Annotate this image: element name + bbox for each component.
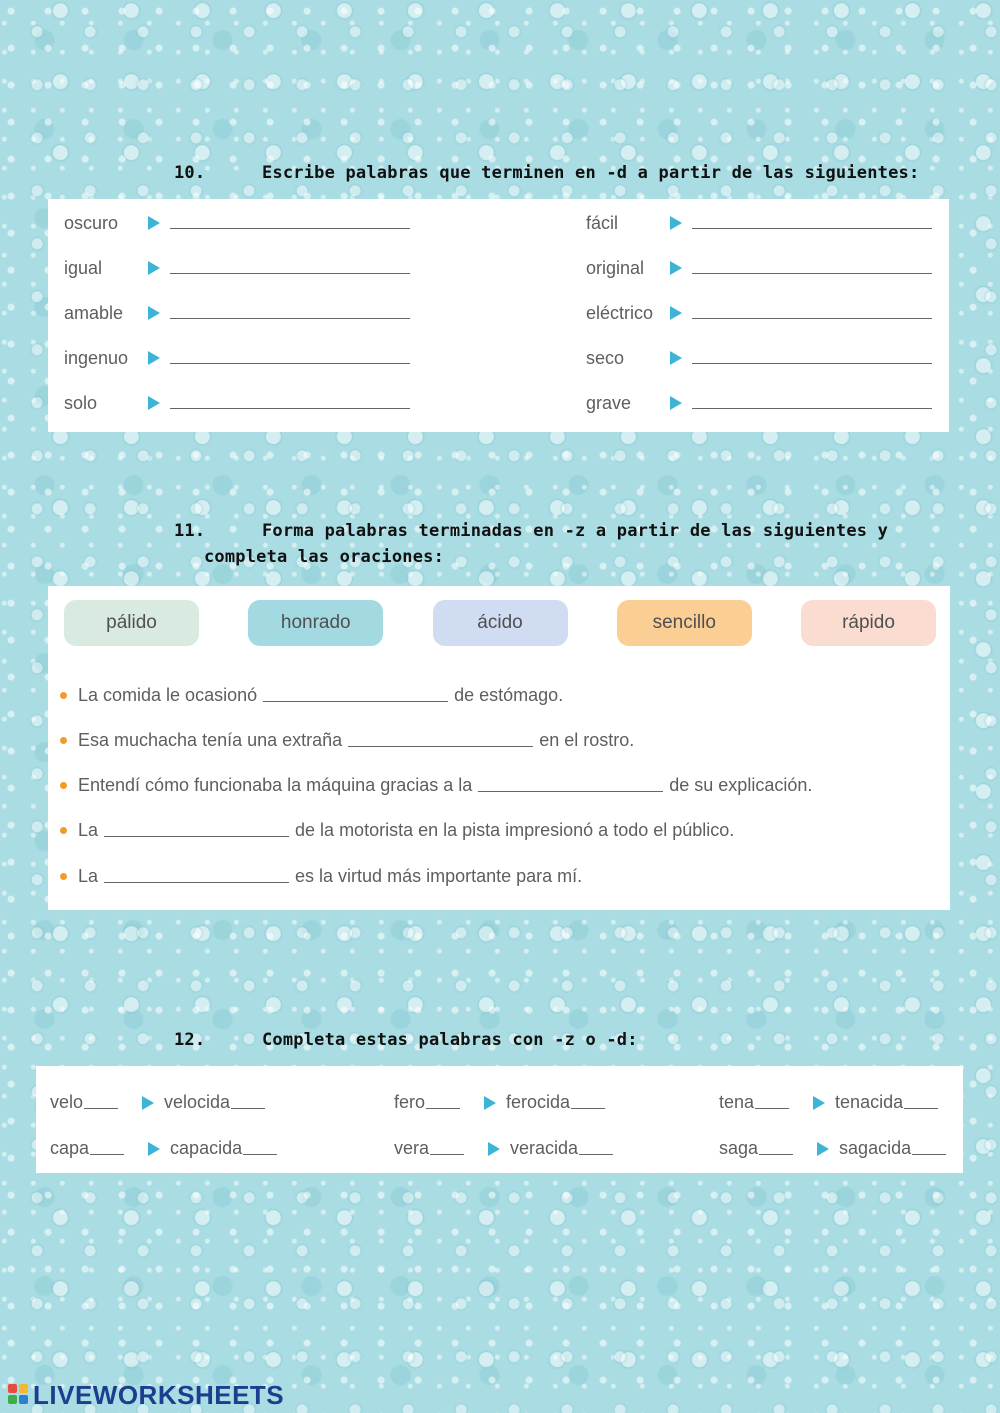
answer-blank[interactable] xyxy=(692,307,932,319)
answer-blank[interactable] xyxy=(692,352,932,364)
section-11-panel xyxy=(48,586,950,910)
word-stem: veracida xyxy=(510,1138,579,1158)
play-arrow-icon xyxy=(484,1096,496,1110)
logo-mark-icon xyxy=(8,1384,30,1408)
sentence-before: Entendí cómo funcionaba la máquina gracias a la xyxy=(78,775,473,795)
word-stem: ferocida xyxy=(506,1092,571,1112)
letter-blank[interactable] xyxy=(759,1143,793,1155)
word-row xyxy=(64,391,410,415)
sentence-after: es la virtud más importante para mí. xyxy=(295,866,583,886)
play-arrow-icon xyxy=(670,216,682,230)
sentence-after: de estómago. xyxy=(454,685,564,705)
answer-blank[interactable] xyxy=(170,397,410,409)
letter-blank[interactable] xyxy=(579,1143,613,1155)
play-arrow-icon xyxy=(670,306,682,320)
section-12-title: Completa estas palabras con -z o -d: xyxy=(262,1030,638,1050)
play-arrow-icon xyxy=(142,1096,154,1110)
word-pair xyxy=(394,1092,605,1113)
word-row xyxy=(586,256,932,280)
sentence-blank[interactable] xyxy=(478,780,663,792)
word-stem: saga xyxy=(719,1138,759,1158)
word-row xyxy=(64,211,410,235)
section-11-title-line1: Forma palabras terminadas en -z a partir de las siguientes y xyxy=(262,521,889,541)
word-label: grave xyxy=(586,392,632,413)
word-pair xyxy=(50,1092,265,1113)
word-stem: vera xyxy=(394,1138,430,1158)
word-chip: rápido xyxy=(801,600,936,646)
word-row xyxy=(64,301,410,325)
word-pair xyxy=(719,1092,938,1113)
word-stem: capa xyxy=(50,1138,90,1158)
word-stem: velocida xyxy=(164,1092,231,1112)
letter-blank[interactable] xyxy=(243,1143,277,1155)
play-arrow-icon xyxy=(670,396,682,410)
sentence-blank[interactable] xyxy=(104,871,289,883)
bullet-icon xyxy=(60,873,67,880)
letter-blank[interactable] xyxy=(84,1097,118,1109)
word-stem: tena xyxy=(719,1092,755,1112)
letter-blank[interactable] xyxy=(231,1097,265,1109)
word-stem: velo xyxy=(50,1092,84,1112)
letter-blank[interactable] xyxy=(430,1143,464,1155)
sentence-item xyxy=(60,775,812,796)
word-chip: pálido xyxy=(64,600,199,646)
word-stem: sagacida xyxy=(839,1138,912,1158)
letter-blank[interactable] xyxy=(571,1097,605,1109)
sentence-after: de su explicación. xyxy=(669,775,813,795)
section-12-heading xyxy=(174,1030,638,1050)
word-pair xyxy=(719,1138,946,1159)
section-10-number: 10. xyxy=(174,163,206,183)
letter-blank[interactable] xyxy=(755,1097,789,1109)
answer-blank[interactable] xyxy=(692,397,932,409)
word-stem: fero xyxy=(394,1092,426,1112)
play-arrow-icon xyxy=(488,1142,500,1156)
sentence-item xyxy=(60,685,563,706)
word-label: seco xyxy=(586,347,625,368)
letter-blank[interactable] xyxy=(912,1143,946,1155)
sentence-before: La xyxy=(78,866,99,886)
sentence-blank[interactable] xyxy=(348,735,533,747)
sentence-blank[interactable] xyxy=(263,690,448,702)
word-label: eléctrico xyxy=(586,302,654,323)
letter-blank[interactable] xyxy=(426,1097,460,1109)
word-label: oscuro xyxy=(64,212,119,233)
sentence-before: La xyxy=(78,820,99,840)
logo-text: LIVEWORKSHEETS xyxy=(33,1380,285,1410)
word-row xyxy=(64,256,410,280)
sentence-after: en el rostro. xyxy=(539,730,635,750)
answer-blank[interactable] xyxy=(170,262,410,274)
word-pair xyxy=(50,1138,277,1159)
word-label: original xyxy=(586,257,645,278)
play-arrow-icon xyxy=(817,1142,829,1156)
word-stem: tenacida xyxy=(835,1092,904,1112)
bullet-icon xyxy=(60,827,67,834)
play-arrow-icon xyxy=(148,216,160,230)
answer-blank[interactable] xyxy=(692,217,932,229)
word-label: solo xyxy=(64,392,98,413)
word-label: fácil xyxy=(586,212,619,233)
section-11-title-line2: completa las oraciones: xyxy=(204,547,445,567)
sentence-item xyxy=(60,820,734,841)
sentence-blank[interactable] xyxy=(104,825,289,837)
sentence-before: Esa muchacha tenía una extraña xyxy=(78,730,343,750)
sentence-before: La comida le ocasionó xyxy=(78,685,258,705)
play-arrow-icon xyxy=(670,261,682,275)
section-12-number: 12. xyxy=(174,1030,206,1050)
section-10-heading xyxy=(174,163,919,183)
word-chip: honrado xyxy=(248,600,383,646)
answer-blank[interactable] xyxy=(170,307,410,319)
section-11-number: 11. xyxy=(174,521,206,541)
section-10-panel xyxy=(48,199,949,432)
play-arrow-icon xyxy=(813,1096,825,1110)
section-11-heading xyxy=(174,521,888,567)
word-stem: capacida xyxy=(170,1138,243,1158)
bullet-icon xyxy=(60,692,67,699)
section-12-panel xyxy=(36,1066,963,1173)
sentence-item xyxy=(60,866,582,887)
play-arrow-icon xyxy=(148,396,160,410)
word-label: amable xyxy=(64,302,124,323)
word-row xyxy=(64,346,410,370)
word-label: ingenuo xyxy=(64,347,129,368)
play-arrow-icon xyxy=(148,351,160,365)
word-chip: ácido xyxy=(433,600,568,646)
word-row xyxy=(586,211,932,235)
answer-blank[interactable] xyxy=(170,352,410,364)
word-row xyxy=(586,391,932,415)
answer-blank[interactable] xyxy=(170,217,410,229)
word-label: igual xyxy=(64,257,103,278)
letter-blank[interactable] xyxy=(904,1097,938,1109)
word-pair xyxy=(394,1138,613,1159)
word-chip: sencillo xyxy=(617,600,752,646)
bullet-icon xyxy=(60,782,67,789)
letter-blank[interactable] xyxy=(90,1143,124,1155)
bullet-icon xyxy=(60,737,67,744)
play-arrow-icon xyxy=(148,306,160,320)
liveworksheets-logo[interactable] xyxy=(8,1380,284,1411)
word-row xyxy=(586,301,932,325)
word-row xyxy=(586,346,932,370)
answer-blank[interactable] xyxy=(692,262,932,274)
section-10-title: Escribe palabras que terminen en -d a partir de las siguientes: xyxy=(262,163,920,183)
sentence-after: de la motorista en la pista impresionó a todo el público. xyxy=(295,820,735,840)
sentence-item xyxy=(60,730,634,751)
play-arrow-icon xyxy=(670,351,682,365)
word-chips xyxy=(64,600,936,646)
play-arrow-icon xyxy=(148,261,160,275)
play-arrow-icon xyxy=(148,1142,160,1156)
